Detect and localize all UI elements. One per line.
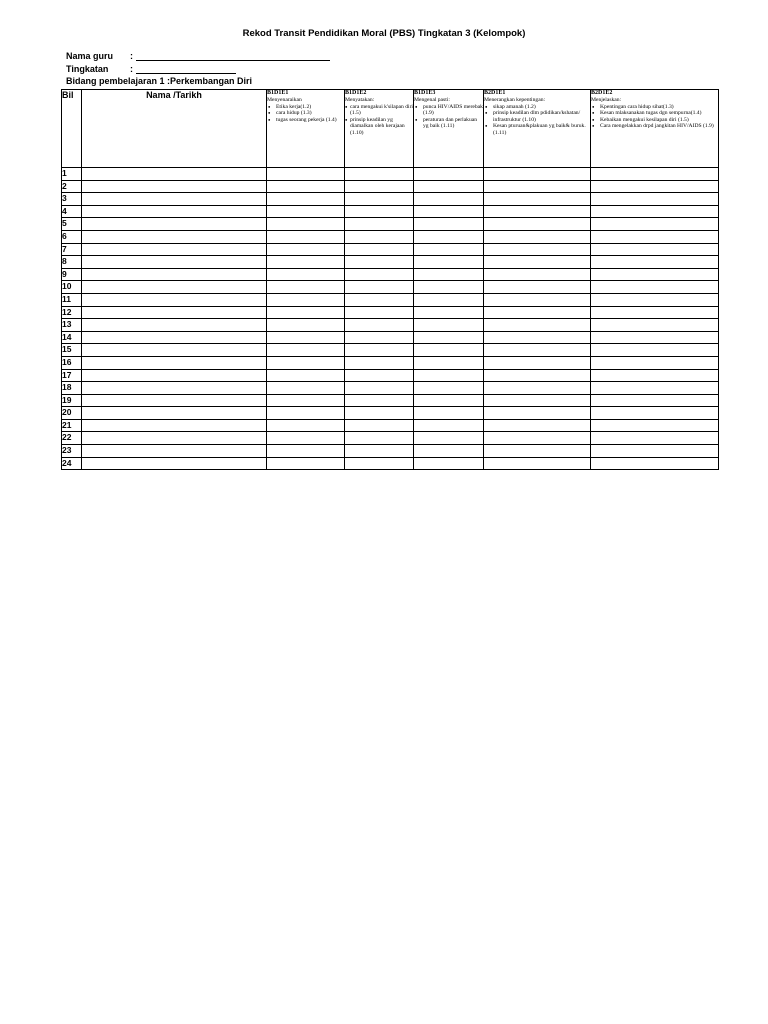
nama-cell[interactable] <box>82 344 267 357</box>
objective-cell[interactable] <box>484 419 591 432</box>
objective-cell[interactable] <box>345 230 414 243</box>
objective-item: ● Kebaikan mengakui kesilapan diri (1.5) <box>591 117 718 124</box>
objective-cell[interactable] <box>414 331 484 344</box>
objective-cell[interactable] <box>414 193 484 206</box>
bil-number: 5 <box>62 218 82 231</box>
objective-cell[interactable] <box>345 218 414 231</box>
header-objective-5 <box>591 90 719 168</box>
objective-item: ● cara mengakui k'silapan diri (1.5) <box>345 104 413 117</box>
nama-cell[interactable] <box>82 281 267 294</box>
nama-cell[interactable] <box>82 407 267 420</box>
objective-cell[interactable] <box>591 331 719 344</box>
objective-cell[interactable] <box>345 382 414 395</box>
objective-cell[interactable] <box>591 180 719 193</box>
header-bil: Bil <box>62 90 82 168</box>
objective-cell[interactable] <box>484 230 591 243</box>
nama-cell[interactable] <box>82 432 267 445</box>
objective-cell[interactable] <box>267 394 345 407</box>
objective-cell[interactable] <box>414 445 484 458</box>
objective-cell[interactable] <box>345 256 414 269</box>
table-row <box>62 218 719 231</box>
bil-number: 3 <box>62 193 82 206</box>
table-row <box>62 293 719 306</box>
bil-number: 11 <box>62 293 82 306</box>
bil-number: 17 <box>62 369 82 382</box>
tingkatan-label: Tingkatan <box>66 64 109 74</box>
objective-cell[interactable] <box>591 243 719 256</box>
objective-cell[interactable] <box>591 419 719 432</box>
objective-cell[interactable] <box>267 218 345 231</box>
nama-cell[interactable] <box>82 243 267 256</box>
objective-cell[interactable] <box>414 168 484 181</box>
table-row <box>62 319 719 332</box>
objective-cell[interactable] <box>484 445 591 458</box>
objective-cell[interactable] <box>591 319 719 332</box>
objective-cell[interactable] <box>345 281 414 294</box>
objective-item: ● prinsip keadilan dlm pdidikan/kshatan/ infrastruktur (1.10) <box>484 110 590 123</box>
objective-cell[interactable] <box>484 193 591 206</box>
table-row <box>62 168 719 181</box>
table-row <box>62 356 719 369</box>
objective-cell[interactable] <box>484 432 591 445</box>
table-row <box>62 394 719 407</box>
tingkatan-colon: : <box>130 64 133 74</box>
objective-cell[interactable] <box>267 168 345 181</box>
objective-code: B1D1E1 <box>267 90 289 96</box>
objective-cell[interactable] <box>267 256 345 269</box>
header-objective-2 <box>345 90 414 168</box>
objective-cell[interactable] <box>591 369 719 382</box>
bil-number: 9 <box>62 268 82 281</box>
objective-cell[interactable] <box>267 268 345 281</box>
objective-cell[interactable] <box>414 256 484 269</box>
objective-cell[interactable] <box>414 218 484 231</box>
nama-cell[interactable] <box>82 331 267 344</box>
objective-cell[interactable] <box>484 256 591 269</box>
table-row <box>62 306 719 319</box>
objective-cell[interactable] <box>345 243 414 256</box>
nama-cell[interactable] <box>82 457 267 470</box>
bil-number: 22 <box>62 432 82 445</box>
nama-cell[interactable] <box>82 168 267 181</box>
objective-cell[interactable] <box>345 432 414 445</box>
objective-cell[interactable] <box>267 432 345 445</box>
objective-cell[interactable] <box>414 356 484 369</box>
objective-cell[interactable] <box>345 168 414 181</box>
objective-intro: Menerangkan kepentingan: <box>484 97 546 103</box>
header-objective-4 <box>484 90 591 168</box>
objective-cell[interactable] <box>484 306 591 319</box>
objective-code: B2D1E1 <box>484 90 506 96</box>
objective-cell[interactable] <box>345 344 414 357</box>
objective-cell[interactable] <box>414 457 484 470</box>
table-row <box>62 445 719 458</box>
objective-cell[interactable] <box>414 407 484 420</box>
objective-cell[interactable] <box>345 457 414 470</box>
objective-cell[interactable] <box>484 457 591 470</box>
bil-number: 19 <box>62 394 82 407</box>
objective-cell[interactable] <box>414 243 484 256</box>
objective-cell[interactable] <box>345 419 414 432</box>
bil-number: 20 <box>62 407 82 420</box>
objective-cell[interactable] <box>345 193 414 206</box>
objective-cell[interactable] <box>267 457 345 470</box>
objective-intro: Menyatakan: <box>345 97 375 103</box>
header-objective-1 <box>267 90 345 168</box>
table-row <box>62 205 719 218</box>
objective-cell[interactable] <box>484 407 591 420</box>
table-row <box>62 230 719 243</box>
objective-cell[interactable] <box>591 457 719 470</box>
objective-cell[interactable] <box>345 306 414 319</box>
objective-cell[interactable] <box>345 369 414 382</box>
table-row <box>62 193 719 206</box>
table-row <box>62 268 719 281</box>
record-table <box>61 89 719 470</box>
table-row <box>62 243 719 256</box>
table-body <box>62 168 719 470</box>
objective-cell[interactable] <box>484 218 591 231</box>
objective-cell[interactable] <box>591 268 719 281</box>
objective-cell[interactable] <box>484 369 591 382</box>
objective-cell[interactable] <box>267 369 345 382</box>
objective-cell[interactable] <box>267 230 345 243</box>
objective-cell[interactable] <box>484 168 591 181</box>
nama-cell[interactable] <box>82 394 267 407</box>
nama-guru-label: Nama guru <box>66 51 114 61</box>
objective-cell[interactable] <box>484 243 591 256</box>
objective-cell[interactable] <box>414 344 484 357</box>
objective-cell[interactable] <box>345 205 414 218</box>
objective-cell[interactable] <box>591 293 719 306</box>
bil-number: 18 <box>62 382 82 395</box>
objective-cell[interactable] <box>414 319 484 332</box>
objective-cell[interactable] <box>345 331 414 344</box>
objective-cell[interactable] <box>267 356 345 369</box>
objective-cell[interactable] <box>484 319 591 332</box>
nama-cell[interactable] <box>82 256 267 269</box>
table-row <box>62 331 719 344</box>
objective-cell[interactable] <box>345 293 414 306</box>
objective-cell[interactable] <box>267 306 345 319</box>
nama-cell[interactable] <box>82 445 267 458</box>
objective-cell[interactable] <box>414 293 484 306</box>
objective-cell[interactable] <box>267 445 345 458</box>
objective-cell[interactable] <box>484 293 591 306</box>
nama-guru-colon: : <box>130 51 133 61</box>
objective-cell[interactable] <box>591 445 719 458</box>
objective-cell[interactable] <box>591 407 719 420</box>
objective-cell[interactable] <box>267 407 345 420</box>
bil-number: 1 <box>62 168 82 181</box>
objective-item: ● Kpentingan cara hidup sihat(1.3) <box>591 104 718 111</box>
nama-cell[interactable] <box>82 382 267 395</box>
bil-number: 10 <box>62 281 82 294</box>
tingkatan-input-line[interactable] <box>136 64 236 74</box>
bil-number: 14 <box>62 331 82 344</box>
objective-item: ● punca HIV/AIDS merebak (1.9) <box>414 104 483 117</box>
objective-cell[interactable] <box>591 344 719 357</box>
objective-cell[interactable] <box>591 168 719 181</box>
objective-item: ● Etika kerja(1.2) <box>267 104 344 111</box>
table-row <box>62 180 719 193</box>
header-nama-tarikh: Nama /Tarikh <box>82 90 267 168</box>
objective-cell[interactable] <box>591 281 719 294</box>
table-header-row <box>62 90 719 168</box>
objective-cell[interactable] <box>484 268 591 281</box>
objective-cell[interactable] <box>345 319 414 332</box>
table-row <box>62 407 719 420</box>
objective-cell[interactable] <box>414 432 484 445</box>
objective-cell[interactable] <box>414 180 484 193</box>
objective-item: ● cara hidup (1.3) <box>267 110 344 117</box>
bidang-pembelajaran: Bidang pembelajaran 1 :Perkembangan Diri <box>66 76 253 86</box>
objective-cell[interactable] <box>414 306 484 319</box>
objective-cell[interactable] <box>267 319 345 332</box>
nama-cell[interactable] <box>82 268 267 281</box>
objective-cell[interactable] <box>484 281 591 294</box>
nama-cell[interactable] <box>82 193 267 206</box>
objective-cell[interactable] <box>267 382 345 395</box>
objective-cell[interactable] <box>484 394 591 407</box>
objective-cell[interactable] <box>267 293 345 306</box>
objective-item: ● prinsip keadilan yg diamalkan oleh kerajaan (1.10) <box>345 117 413 137</box>
page-title: Rekod Transit Pendidikan Moral (PBS) Tingkatan 3 (Kelompok) <box>242 28 526 39</box>
bil-number: 15 <box>62 344 82 357</box>
objective-cell[interactable] <box>345 356 414 369</box>
objective-cell[interactable] <box>414 419 484 432</box>
objective-cell[interactable] <box>591 205 719 218</box>
objective-cell[interactable] <box>591 218 719 231</box>
objective-item: ● Kesan mlaksanakan tugas dgn sempurna(1.4) <box>591 110 718 117</box>
nama-cell[interactable] <box>82 319 267 332</box>
nama-cell[interactable] <box>82 306 267 319</box>
header-objective-3 <box>414 90 484 168</box>
objective-cell[interactable] <box>345 445 414 458</box>
objective-cell[interactable] <box>267 281 345 294</box>
table-row <box>62 369 719 382</box>
objective-cell[interactable] <box>484 205 591 218</box>
objective-cell[interactable] <box>267 331 345 344</box>
objective-item: ● sikap amanah (1.2) <box>484 104 590 111</box>
bil-number: 2 <box>62 180 82 193</box>
objective-cell[interactable] <box>414 205 484 218</box>
bil-number: 4 <box>62 205 82 218</box>
objective-cell[interactable] <box>414 382 484 395</box>
table-row <box>62 344 719 357</box>
nama-guru-input-line[interactable] <box>136 51 330 61</box>
objective-cell[interactable] <box>591 306 719 319</box>
table-row <box>62 256 719 269</box>
objective-cell[interactable] <box>414 281 484 294</box>
nama-cell[interactable] <box>82 419 267 432</box>
objective-cell[interactable] <box>267 419 345 432</box>
bil-number: 8 <box>62 256 82 269</box>
bil-number: 6 <box>62 230 82 243</box>
bil-number: 23 <box>62 445 82 458</box>
objective-item: ● tugas seorang pekerja (1.4) <box>267 117 344 124</box>
objective-code: B1D1E3 <box>414 90 436 96</box>
nama-cell[interactable] <box>82 230 267 243</box>
nama-cell[interactable] <box>82 218 267 231</box>
objective-cell[interactable] <box>484 180 591 193</box>
objective-cell[interactable] <box>484 382 591 395</box>
objective-cell[interactable] <box>591 394 719 407</box>
objective-cell[interactable] <box>414 394 484 407</box>
objective-intro: Mengenal pasti: <box>414 97 450 103</box>
objective-cell[interactable] <box>345 180 414 193</box>
objective-cell[interactable] <box>414 230 484 243</box>
nama-cell[interactable] <box>82 356 267 369</box>
objective-cell[interactable] <box>345 268 414 281</box>
objective-intro: Menjelaskan: <box>591 97 622 103</box>
objective-cell[interactable] <box>591 382 719 395</box>
tingkatan-field <box>66 64 236 74</box>
bil-number: 16 <box>62 356 82 369</box>
nama-cell[interactable] <box>82 293 267 306</box>
bil-number: 24 <box>62 457 82 470</box>
objective-cell[interactable] <box>267 180 345 193</box>
nama-guru-field <box>66 51 330 61</box>
objective-cell[interactable] <box>267 205 345 218</box>
objective-item: ● Kesan pturuan&plakuan yg baik& buruk.(1.11) <box>484 123 590 136</box>
objective-cell[interactable] <box>267 243 345 256</box>
objective-cell[interactable] <box>591 356 719 369</box>
objective-code: B2D1E2 <box>591 90 613 96</box>
objective-cell[interactable] <box>484 331 591 344</box>
objective-item: ● peraturan dan perlakuan yg baik (1.11) <box>414 117 483 130</box>
objective-item: ● Cara mengelakkan drpd jangkitan HIV/AIDS (1.9) <box>591 123 718 130</box>
objective-code: B1D1E2 <box>345 90 367 96</box>
objective-cell[interactable] <box>345 407 414 420</box>
bil-number: 21 <box>62 419 82 432</box>
table-row <box>62 419 719 432</box>
objective-cell[interactable] <box>414 369 484 382</box>
objective-intro: Menyenaraikan <box>267 97 302 103</box>
bil-number: 12 <box>62 306 82 319</box>
table-row <box>62 432 719 445</box>
objective-cell[interactable] <box>267 193 345 206</box>
table-row <box>62 457 719 470</box>
bil-number: 7 <box>62 243 82 256</box>
objective-cell[interactable] <box>484 356 591 369</box>
objective-cell[interactable] <box>267 344 345 357</box>
objective-cell[interactable] <box>591 256 719 269</box>
nama-cell[interactable] <box>82 180 267 193</box>
nama-cell[interactable] <box>82 369 267 382</box>
objective-cell[interactable] <box>591 432 719 445</box>
objective-cell[interactable] <box>414 268 484 281</box>
objective-cell[interactable] <box>591 230 719 243</box>
table-row <box>62 382 719 395</box>
nama-cell[interactable] <box>82 205 267 218</box>
bil-number: 13 <box>62 319 82 332</box>
objective-cell[interactable] <box>484 344 591 357</box>
table-row <box>62 281 719 294</box>
objective-cell[interactable] <box>591 193 719 206</box>
objective-cell[interactable] <box>345 394 414 407</box>
